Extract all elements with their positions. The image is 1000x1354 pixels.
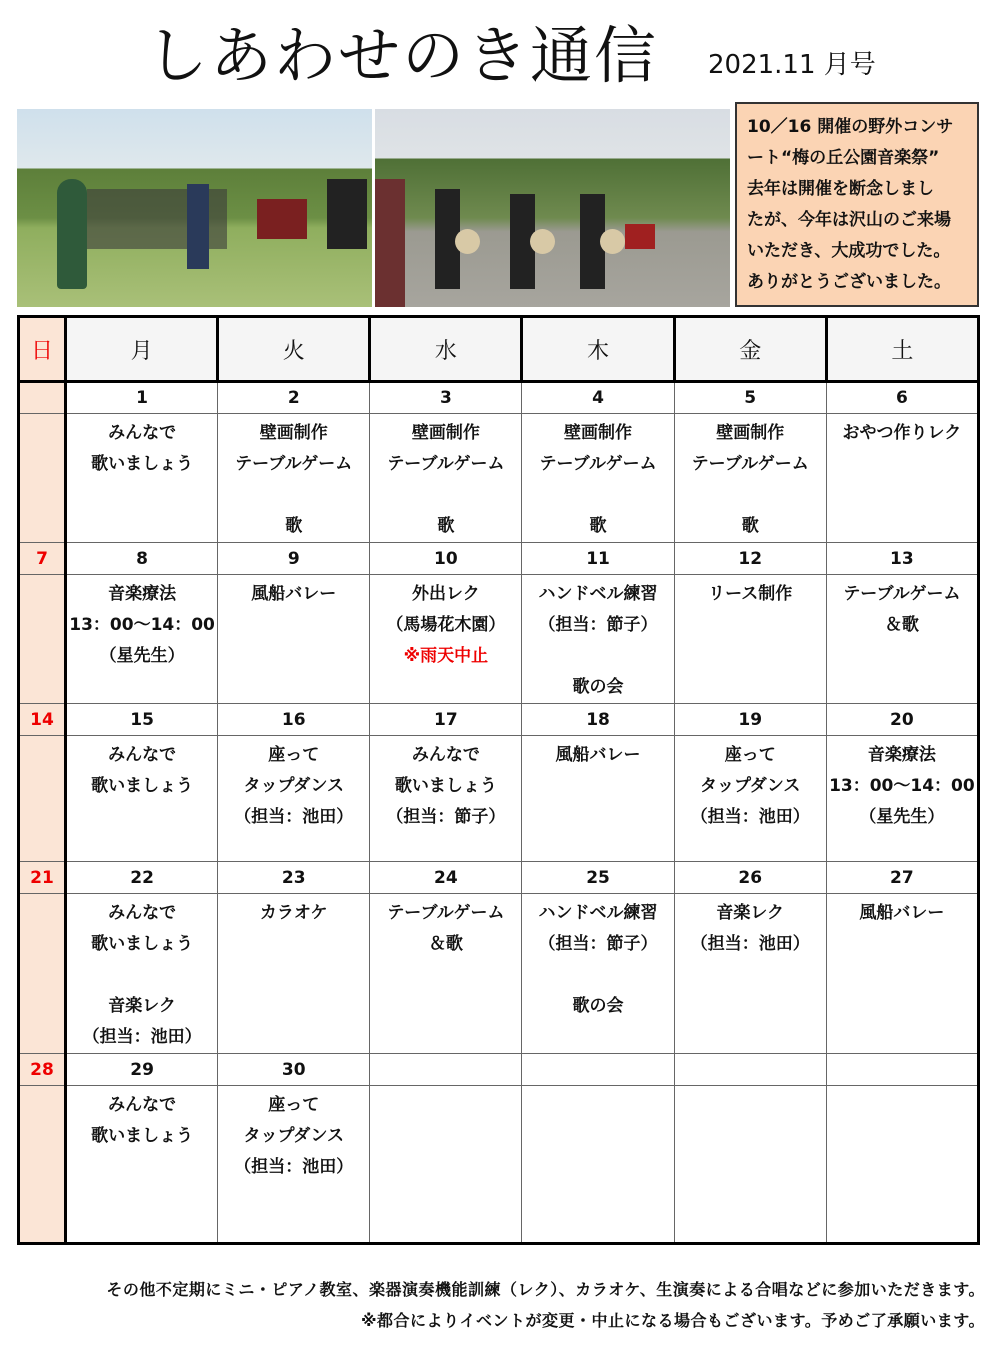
event-line: （担当：節子） [386,807,506,827]
event-line: テーブルゲーム [691,454,809,474]
day-date: 30 [218,1054,370,1086]
day-events [826,414,978,543]
footer-note: その他不定期にミニ・ピアノ教室、楽器演奏機能訓練（レク）、カラオケ、生演奏による合唱などに参加いただきます。 [106,1280,985,1299]
concert-photo-2 [375,109,730,307]
weekday-1: 月 [66,317,218,382]
event-line: テーブルゲーム [539,454,657,474]
day-date: 24 [370,862,522,894]
event-line: みんなで [108,423,177,443]
notice-line: ありがとうございました。 [747,272,951,292]
event-line: 歌 [589,516,607,536]
notice-line: ート“梅の丘公園音楽祭” [747,148,940,168]
notice-line: たが、今年は沢山のご来場 [747,210,951,230]
event-line: リース制作 [708,584,793,604]
sunday-cell [19,894,66,1054]
day-date [826,1054,978,1086]
day-date: 18 [522,704,674,736]
event-line [522,641,673,672]
day-events [370,894,522,1054]
event-line [218,480,369,511]
sunday-cell [19,414,66,543]
day-date: 15 [66,704,218,736]
event-line: （担当：池田） [690,807,810,827]
sunday-cell [19,736,66,862]
day-date: 27 [826,862,978,894]
event-line: （担当：池田） [690,934,810,954]
concert-photo-1 [17,109,372,307]
day-date: 11 [522,543,674,575]
weekday-header [19,317,979,382]
day-date [522,1054,674,1086]
day-date: 20 [826,704,978,736]
event-line: 歌 [437,516,455,536]
day-events [522,1086,674,1244]
event-line: 音楽療法 [108,584,177,604]
day-events [674,575,826,704]
event-line: 座って [724,745,776,765]
event-notice [735,102,979,307]
day-date [674,1054,826,1086]
day-events [370,414,522,543]
day-events [66,575,218,704]
event-line: ハンドベル練習 [538,903,658,923]
event-line: 壁画制作 [259,423,328,443]
week-date-row [19,543,979,575]
notice-line: 10／16 開催の野外コンサ [747,117,954,137]
week-date-row [19,382,979,414]
event-line: みんなで [411,745,480,765]
event-line: （星先生） [859,807,945,827]
event-line: テーブルゲーム [387,454,505,474]
event-line: カラオケ [259,903,328,923]
day-date: 3 [370,382,522,414]
day-events [370,1086,522,1244]
event-line: 13：00〜14：00 [69,615,215,635]
day-events [826,575,978,704]
sunday-date: 28 [19,1054,66,1086]
event-line: 音楽療法 [867,745,936,765]
day-date: 12 [674,543,826,575]
event-line: 歌いましょう [91,1126,194,1146]
event-line: みんなで [108,745,177,765]
day-events [674,1086,826,1244]
day-events [370,736,522,862]
day-events [826,1086,978,1244]
weekday-6: 土 [826,317,978,382]
week-content-row [19,414,979,543]
event-line: ＆歌 [428,934,463,954]
event-line: 歌いましょう [91,934,194,954]
event-calendar [17,315,980,1245]
day-events [522,575,674,704]
day-events [66,894,218,1054]
week-content-row [19,736,979,862]
sunday-date [19,382,66,414]
event-line: 歌 [285,516,303,536]
sunday-cell [19,1086,66,1244]
event-line: （担当：節子） [538,615,658,635]
weekday-0: 日 [19,317,66,382]
day-date [370,1054,522,1086]
day-date: 2 [218,382,370,414]
newsletter-title: しあわせのき通信 [146,19,659,92]
event-line: タップダンス [699,776,801,796]
event-line: テーブルゲーム [235,454,353,474]
event-line [522,480,673,511]
day-events [674,414,826,543]
weekday-4: 木 [522,317,674,382]
event-line: 歌いましょう [91,454,194,474]
day-date: 29 [66,1054,218,1086]
day-events [522,736,674,862]
issue-label: 2021.11 月号 [708,50,876,80]
event-line [675,480,826,511]
day-date: 4 [522,382,674,414]
day-events [674,894,826,1054]
event-line: 壁画制作 [716,423,785,443]
day-events [370,575,522,704]
day-date: 13 [826,543,978,575]
event-line: テーブルゲーム [843,584,961,604]
event-line: （担当：池田） [234,807,354,827]
event-line: 座って [268,745,320,765]
sunday-cell [19,575,66,704]
sunday-date: 21 [19,862,66,894]
event-line: （担当：節子） [538,934,658,954]
week-content-row [19,575,979,704]
week-date-row [19,704,979,736]
day-date: 19 [674,704,826,736]
notice-line: いただき、大成功でした。 [747,241,951,261]
event-line: 音楽レク [716,903,785,923]
day-date: 5 [674,382,826,414]
event-line: テーブルゲーム [387,903,505,923]
event-line: ハンドベル練習 [538,584,658,604]
event-line: ＆歌 [884,615,919,635]
event-line: （馬場花木園） [386,615,506,635]
day-events [66,1086,218,1244]
day-events [218,414,370,543]
event-line: 外出レク [412,584,480,604]
event-line: 歌 [741,516,759,536]
day-date: 10 [370,543,522,575]
day-events [826,894,978,1054]
event-line: 風船バレー [251,584,337,604]
day-date: 1 [66,382,218,414]
day-events [826,736,978,862]
event-line: みんなで [108,903,177,923]
event-line [522,960,673,991]
event-line [370,480,521,511]
event-line: 歌いましょう [394,776,497,796]
event-line: （担当：池田） [234,1157,354,1177]
day-events [218,894,370,1054]
event-line: 13：00〜14：00 [829,776,975,796]
day-date: 22 [66,862,218,894]
event-line: ※雨天中止 [403,646,489,666]
sunday-date: 14 [19,704,66,736]
week-date-row [19,1054,979,1086]
day-date: 25 [522,862,674,894]
weekday-2: 火 [218,317,370,382]
day-date: 6 [826,382,978,414]
day-date: 8 [66,543,218,575]
event-line: タップダンス [243,1126,344,1146]
sunday-date: 7 [19,543,66,575]
event-line: みんなで [108,1095,177,1115]
event-line: タップダンス [243,776,344,796]
event-line: 歌の会 [572,996,624,1016]
event-line: （担当：池田） [82,1027,202,1047]
event-line: 壁画制作 [411,423,480,443]
day-date: 17 [370,704,522,736]
day-events [522,414,674,543]
day-events [66,414,218,543]
event-line: 歌いましょう [91,776,194,796]
day-date: 23 [218,862,370,894]
day-events [218,736,370,862]
day-events [218,1086,370,1244]
day-date: 16 [218,704,370,736]
day-events [66,736,218,862]
day-events [674,736,826,862]
event-line: 壁画制作 [564,423,633,443]
day-date: 9 [218,543,370,575]
notice-line: 去年は開催を断念しまし [747,179,934,199]
event-line [67,960,217,991]
event-line: おやつ作りレク [842,423,962,443]
week-content-row [19,894,979,1054]
week-content-row [19,1086,979,1244]
day-events [218,575,370,704]
event-line: 座って [268,1095,320,1115]
event-line: 風船バレー [555,745,641,765]
event-line: （星先生） [99,646,185,666]
day-events [522,894,674,1054]
day-date: 26 [674,862,826,894]
weekday-3: 水 [370,317,522,382]
weekday-5: 金 [674,317,826,382]
event-line: 音楽レク [108,996,176,1016]
footer-disclaimer: ※都合によりイベントが変更・中止になる場合もございます。予めご了承願います。 [361,1311,985,1330]
event-line: 歌の会 [572,677,624,697]
week-date-row [19,862,979,894]
event-line: 風船バレー [859,903,945,923]
